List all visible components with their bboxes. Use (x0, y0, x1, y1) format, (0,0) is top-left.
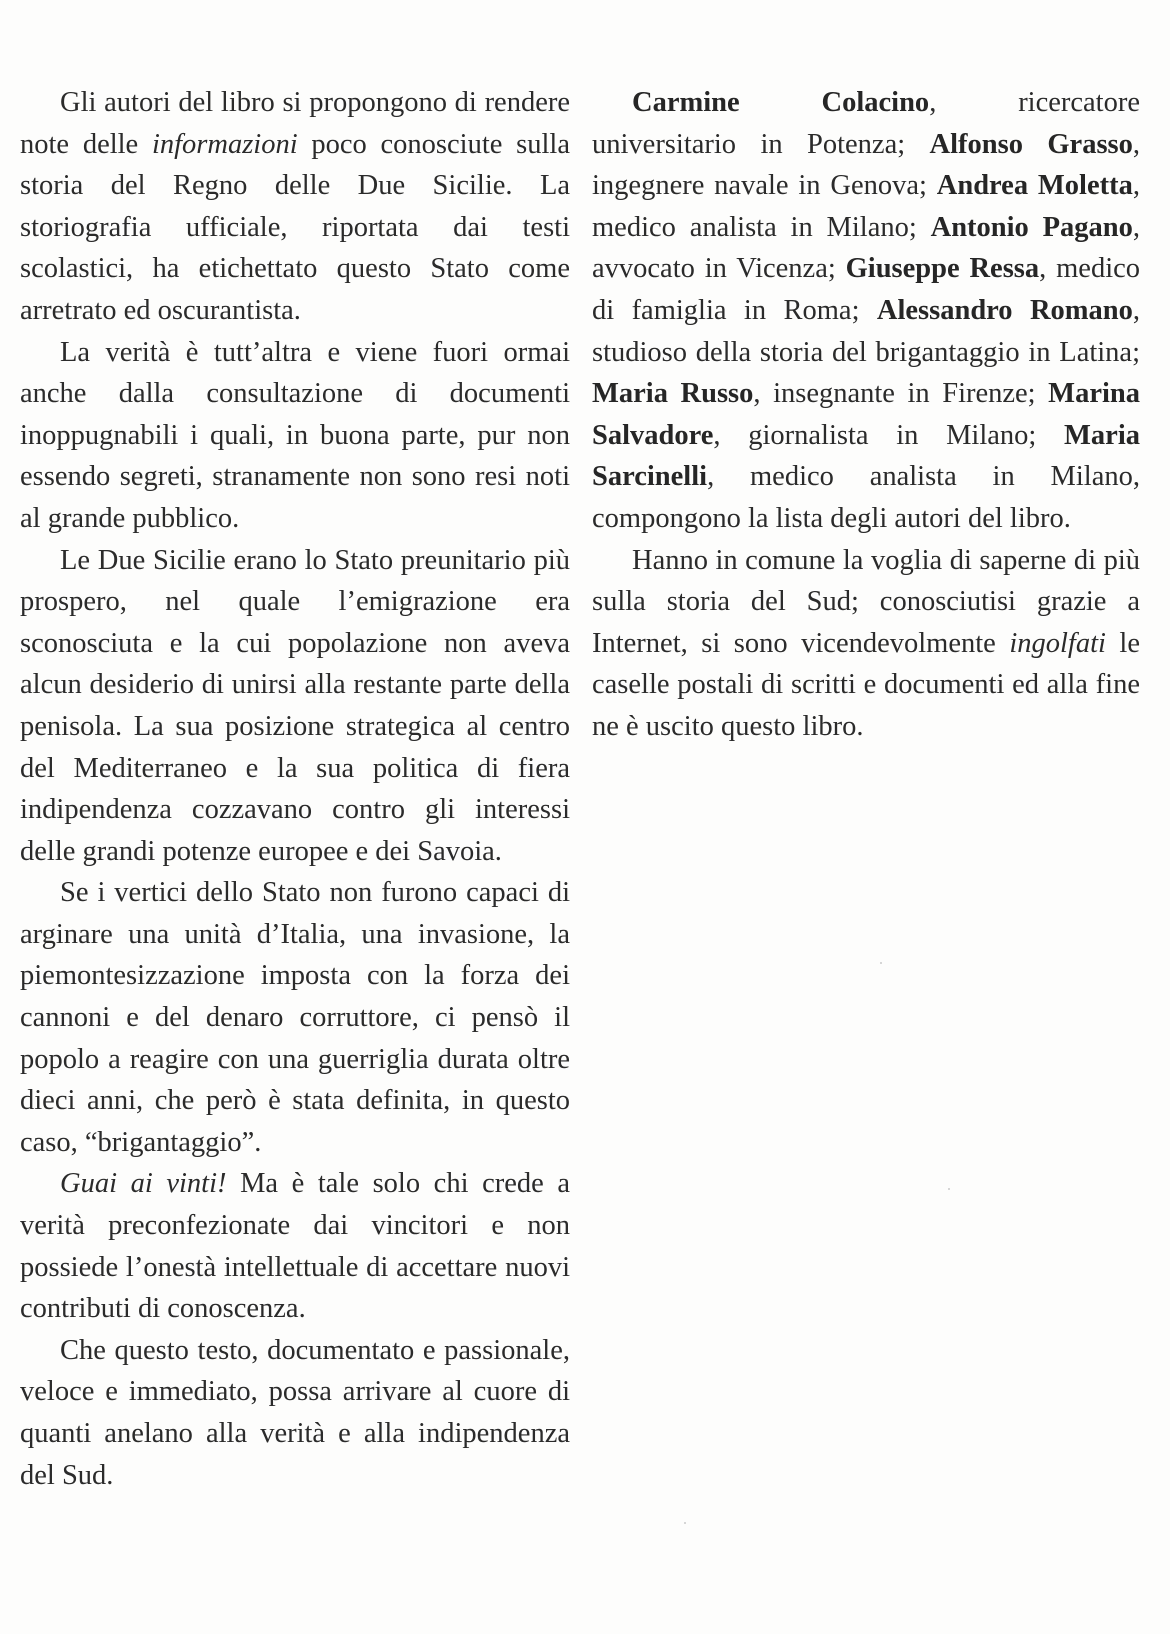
author-description: , medico analista in Milano; (592, 170, 1140, 243)
scan-speck (684, 1522, 686, 1524)
author-description: , insegnante in Firenze; (753, 378, 1049, 410)
author-name: Antonio Pagano (930, 211, 1133, 243)
paragraph-5-text: Ma è tale solo chi crede a verità preconfezionate dai vincitori e non possiede l’onestà intellettuale di accettare nuovi contributi di conoscenza. (20, 1168, 570, 1325)
author-name: Maria Sarcinelli (592, 419, 1140, 493)
author-description: , studioso della storia del brigantaggio in Latina; (592, 294, 1141, 368)
paragraph-3: Le Due Sicilie erano lo Stato preunitario più prospero, nel quale l’emigrazione era sconosciuta e la cui popolazione non aveva alcun desiderio di unirsi alla restante parte della penisola. La sua posizione strategica al centro del Mediterraneo e la sua politica di fiera indipendenza cozzavano contro gli interessi delle grandi potenze europee e dei Savoia. (20, 544, 570, 867)
paragraph-5-italic: Guai ai vinti! (60, 1168, 227, 1200)
scan-speck (880, 962, 882, 964)
paragraph-1-text-a: Gli autori del libro si propongono di rendere note delle (20, 87, 570, 160)
paragraph-1-text-c: poco conosciute sulla storia del Regno delle Due Sicilie. La storiografia ufficiale, riportata dai testi scolastici, ha etichettato questo Stato come arretrato ed oscurantista. (20, 128, 570, 326)
scan-speck (948, 1188, 950, 1190)
paragraph-1 (20, 82, 570, 332)
author-name: Carmine Colacino (632, 87, 930, 118)
paragraph-5 (20, 1163, 570, 1329)
left-column (20, 82, 570, 1496)
author-description: , medico di famiglia in Roma; (592, 253, 1141, 326)
paragraph-6: Che questo testo, documentato e passionale, veloce e immediato, possa arrivare al cuore di quanti anelano alla verità e alla indipendenza del Sud. (20, 1334, 570, 1491)
author-description: , ricercatore universitario in Potenza; (592, 87, 1140, 160)
community-text-c: le caselle postali di scritti e documenti ed alla fine ne è uscito questo libro. (592, 627, 1141, 742)
author-name: Giuseppe Ressa (845, 253, 1040, 285)
paragraph-2: La verità è tutt’altra e viene fuori ormai anche dalla consultazione di documenti inoppugnabili i quali, in buona parte, pur non essendo segreti, stranamente non sono resi noti al grande pubblico. (20, 336, 570, 534)
author-description: , ingegnere navale in Genova; (592, 128, 1140, 202)
author-name: Andrea Moletta (936, 170, 1133, 202)
author-description: , giornalista in Milano; (713, 419, 1065, 451)
author-name: Marina Salvadore (592, 378, 1140, 451)
community-paragraph (592, 540, 1140, 748)
author-name: Alfonso Grasso (929, 128, 1133, 160)
author-name: Maria Russo (592, 378, 754, 410)
authors-closing: compongono la lista degli autori del libro. (592, 502, 1071, 534)
community-text-a: Hanno in comune la voglia di saperne di più sulla storia del Sud; conosciutisi grazie a Internet, si sono vicendevolmente (592, 544, 1140, 659)
community-italic: ingolfati (1009, 627, 1106, 659)
right-column (592, 82, 1140, 748)
author-name: Alessandro Romano (876, 294, 1133, 326)
paragraph-4: Se i vertici dello Stato non furono capaci di arginare una unità d’Italia, una invasione, la piemontesizzazione imposta con la forza dei cannoni e del denaro corruttore, ci pensò il popolo a reagire con una guerriglia durata oltre dieci anni, che però è stata definita, in questo caso, “brigantaggio”. (20, 877, 570, 1158)
author-description: , medico analista in Milano, (707, 461, 1140, 493)
author-description: , avvocato in Vicenza; (592, 211, 1140, 285)
authors-paragraph (592, 82, 1140, 540)
paragraph-1-italic: informazioni (151, 128, 298, 160)
